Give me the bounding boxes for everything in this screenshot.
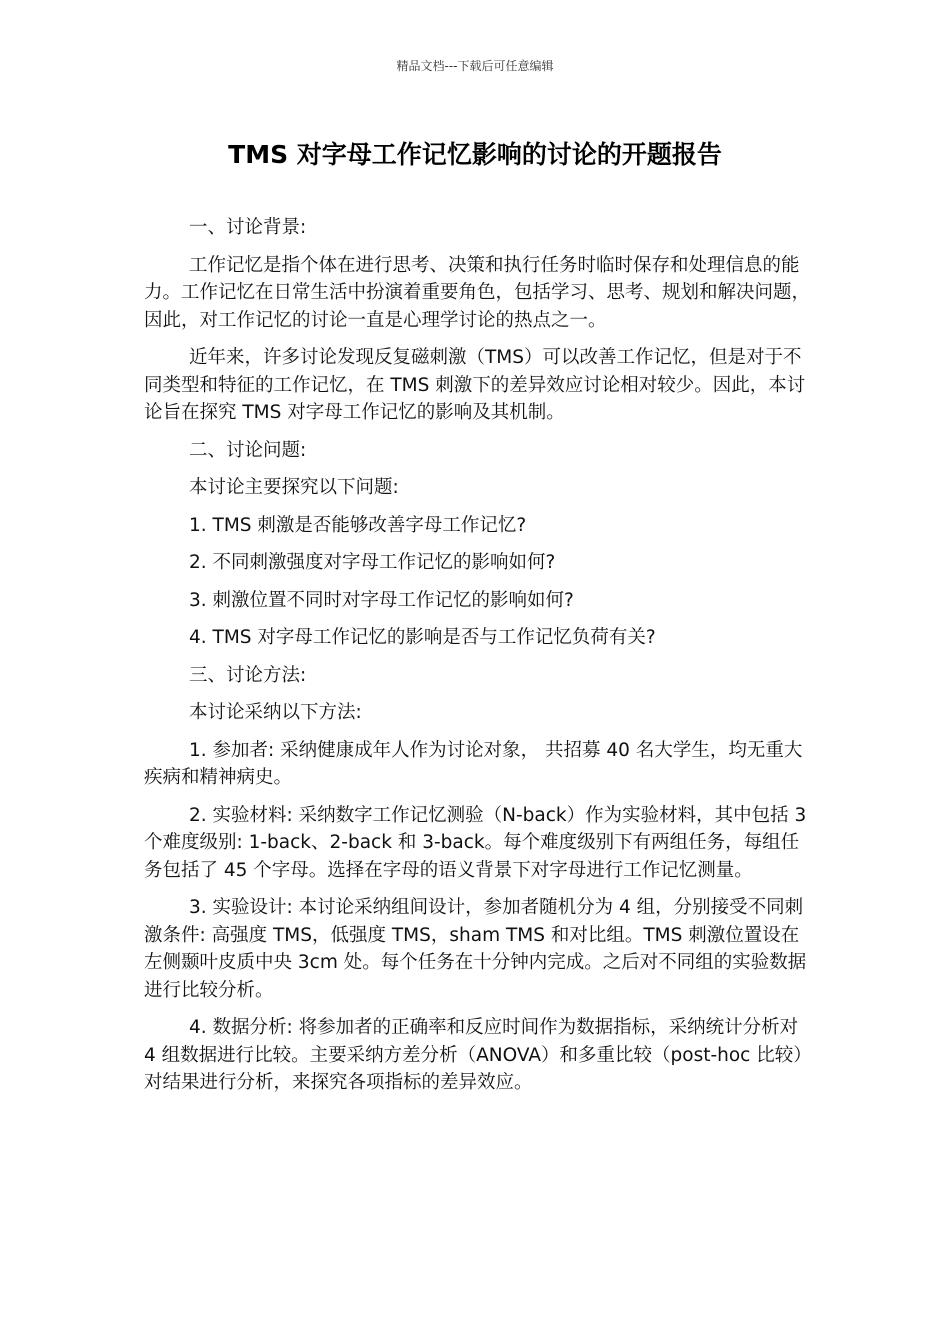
method-item: 4. 数据分析: 将参加者的正确率和反应时间作为数据指标，采纳统计分析对 4 组数据进行比较。主要采纳方差分析（ANOVA）和多重比较（post-hoc 比较）对结果进行分析，来探究各项指标的差异效应。 <box>144 1017 803 1093</box>
document-title: TMS 对字母工作记忆影响的讨论的开题报告 <box>228 140 722 169</box>
method-item: 1. 参加者: 采纳健康成年人作为讨论对象， 共招募 40 名大学生，均无重大疾病和精神病史。 <box>144 739 803 788</box>
question-item: 2. 不同刺激强度对字母工作记忆的影响如何? <box>189 552 556 573</box>
section-heading-questions: 二、讨论问题: <box>189 439 307 461</box>
question-item: 1. TMS 刺激是否能够改善字母工作记忆? <box>189 514 527 536</box>
background-paragraph: 近年来，许多讨论发现反复磁刺激（TMS）可以改善工作记忆，但是对于不同类型和特征的工作记忆，在 TMS 刺激下的差异效应讨论相对较少。因此，本讨论旨在探究 TMS 对字母工作记忆的影响及其机制。 <box>144 347 806 423</box>
method-item: 3. 实验设计: 本讨论采纳组间设计，参加者随机分为 4 组，分别接受不同刺激条件: 高强度 TMS，低强度 TMS，sham TMS 和对比组。TMS 刺激位置设在左侧颞叶皮质中央 3cm 处。每个任务在十分钟内完成。之后对不同组的实验数据进行比较分析。 <box>144 897 807 1001</box>
header-note: 精品文档---下载后可任意编辑 <box>396 59 554 73</box>
methods-intro: 本讨论采纳以下方法: <box>189 702 362 723</box>
questions-intro: 本讨论主要探究以下问题: <box>189 477 399 498</box>
question-item: 4. TMS 对字母工作记忆的影响是否与工作记忆负荷有关? <box>189 627 656 648</box>
document-body <box>144 214 810 1107</box>
question-item: 3. 刺激位置不同时对字母工作记忆的影响如何? <box>189 589 574 611</box>
background-paragraph: 工作记忆是指个体在进行思考、决策和执行任务时临时保存和处理信息的能力。工作记忆在日常生活中扮演着重要角色，包括学习、思考、规划和解决问题，因此，对工作记忆的讨论一直是心理学讨论的热点之一。 <box>144 254 811 331</box>
section-heading-methods: 三、讨论方法: <box>189 664 307 686</box>
method-item: 2. 实验材料: 采纳数字工作记忆测验（N-back）作为实验材料，其中包括 3 个难度级别: 1-back、2-back 和 3-back。每个难度级别下有两组任务，每组任务包括了 45 个字母。选择在字母的语义背景下对字母进行工作记忆测量。 <box>144 804 807 881</box>
section-heading-background: 一、讨论背景: <box>189 217 307 238</box>
